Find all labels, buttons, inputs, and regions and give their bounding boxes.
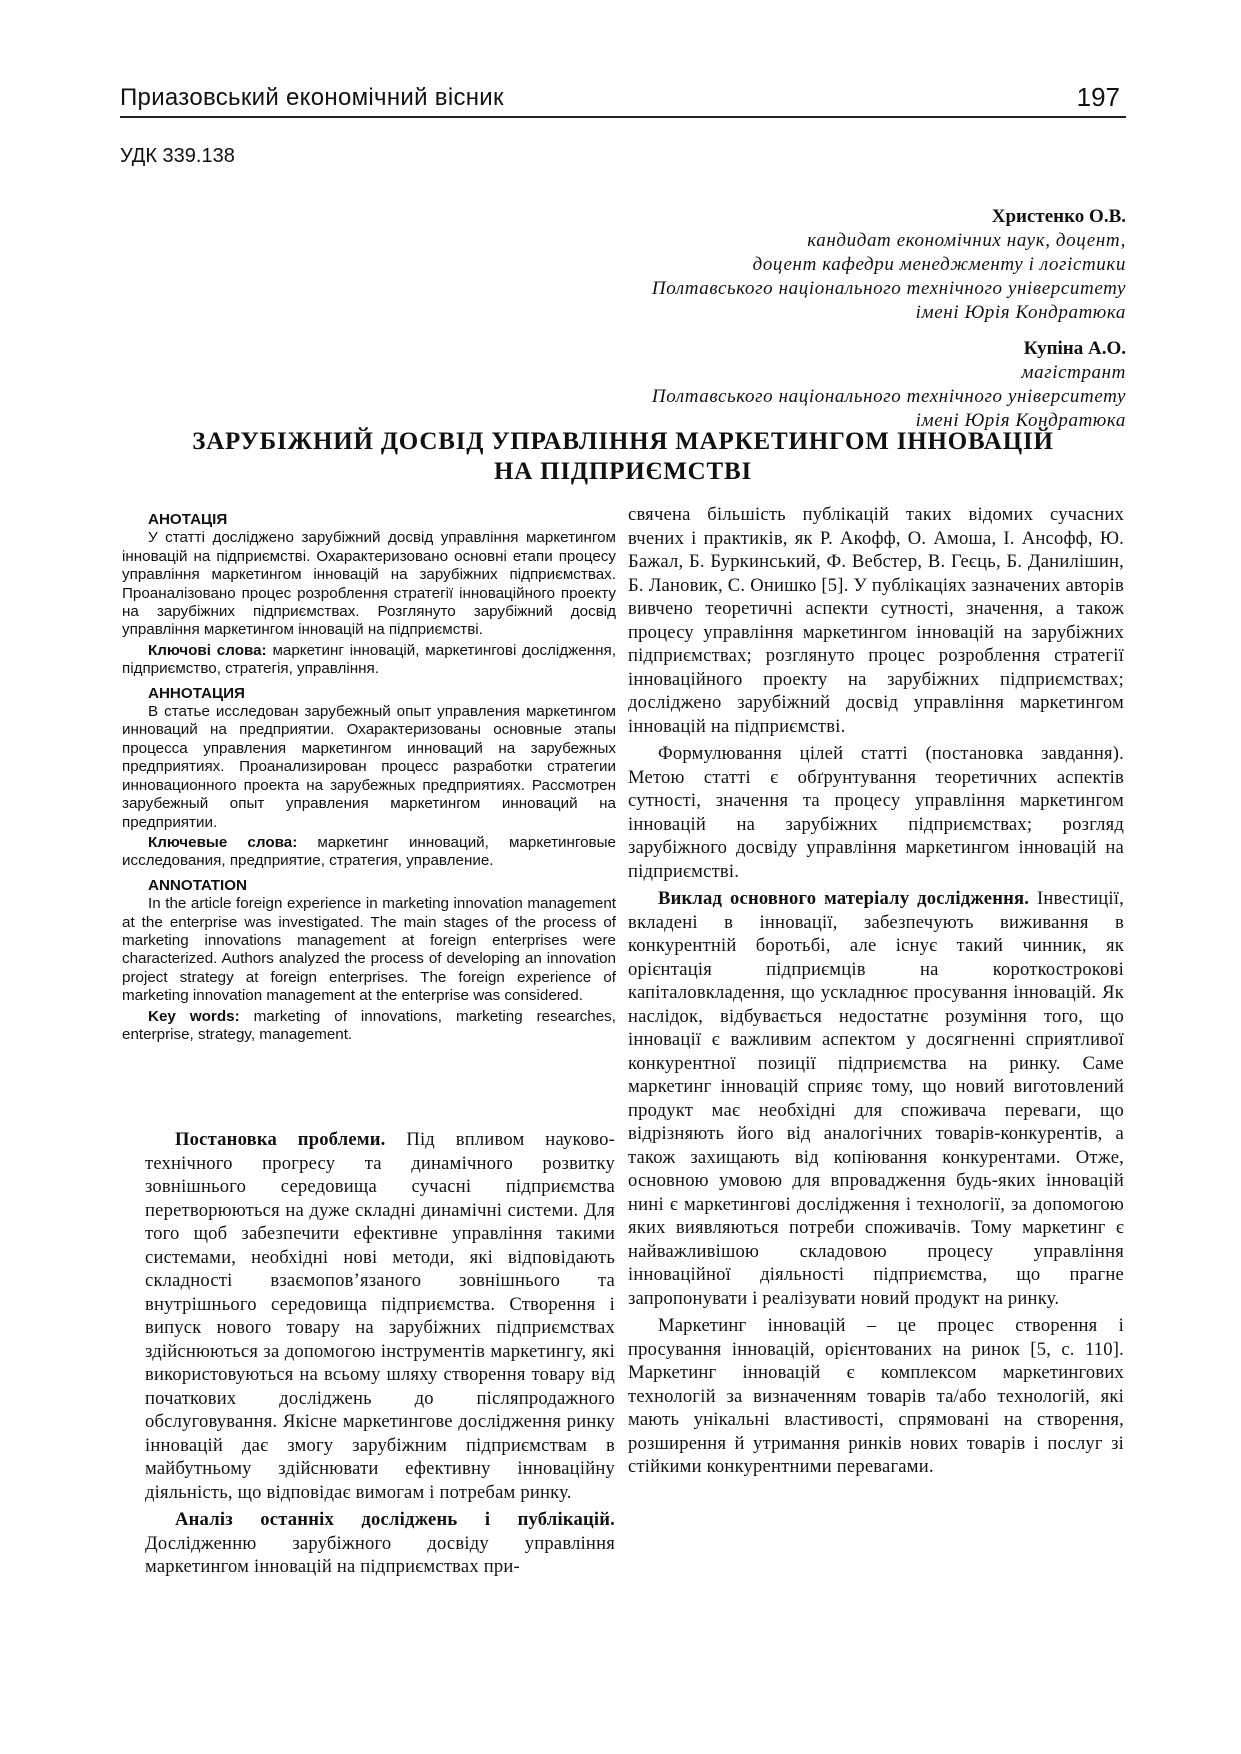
author-affiliation-line: імені Юрія Кондратюка <box>915 410 1126 431</box>
journal-title: Приазовський економічний вісник <box>120 84 504 111</box>
paragraph-lead: Виклад основного матеріалу дослідження. <box>658 888 1030 909</box>
paragraph-text: Дослідженню зарубіжного досвіду управління маркетингом інновацій на підприємствах при- <box>145 1532 615 1577</box>
body-paragraph <box>628 742 1124 883</box>
body-paragraph <box>145 1508 615 1579</box>
keywords-text: marketing of innovations, marketing researches, enterprise, strategy, management. <box>122 1007 616 1043</box>
article-title <box>120 427 1126 487</box>
abstract-heading-ru: АННОТАЦИЯ <box>148 684 245 702</box>
paragraph-text: свячена більшість публікацій таких відомих сучасних вчених і практиків, як Р. Акофф, О. Амоша, І. Ансофф, Ю. Бажал, Б. Буркинський, Ф. Вебстер, В. Геєць, Б. Данилішин, Б. Лановик, С. Онишко [5]. У публікаціях зазначених авторів вивчено теоретичні аспекти сутності, значення, а також процесу управління маркетингом інновацій на зарубіжних підприємствах; розглянуто процес розроблення стратегії інноваційного проекту на зарубіжних підприємствах; досліджено зарубіжний досвід управління маркетингом інновацій на підприємстві. <box>628 504 1124 737</box>
author-name: Купіна А.О. <box>1023 338 1126 359</box>
body-paragraph <box>628 887 1124 1310</box>
keywords-en <box>122 1008 616 1045</box>
abstract-heading-uk: АНОТАЦІЯ <box>148 511 228 528</box>
page-number: 197 <box>1076 82 1120 112</box>
paragraph-text: Інвестиції, вкладені в інновації, забезпечують виживання в конкурентній боротьбі, але існує такий чинник, як орієнтація підприємців на короткострокові капіталовкладення, що ускладнює просування інновацій. Як наслідок, відбувається недостатнє розуміння того, що інновації є важливим аспектом у досягненні сприятливої конкурентної позиції підприємства на ринку. Саме маркетинг інновацій сприяє тому, що новий виготовлений продукт має необхідні для споживача переваги, що відрізняють його від аналогічних товарів-конкурентів, а також захищають від копіювання конкурентами. Отже, основною умовою для впровадження будь-яких інновацій нині є маркетингові дослідження і технології, за допомогою яких виявляються потреби споживачів. Тому маркетинг є найважливішою складовою процесу управління інноваційної діяльності підприємства, що прагне запропонувати і реалізувати новий продукт на ринку. <box>628 888 1124 1309</box>
author-name: Христенко О.В. <box>991 206 1126 227</box>
author-affiliation-line: доцент кафедри менеджменту і логістики <box>752 254 1126 275</box>
paragraph-lead: Постановка проблеми. <box>175 1129 386 1150</box>
keywords-label: Key words: <box>148 1007 240 1025</box>
left-column-body <box>145 1128 615 1583</box>
keywords-uk <box>122 642 616 679</box>
right-column-body <box>628 503 1124 1483</box>
keywords-text: маркетинг инноваций, маркетинговые исследования, предприятие, стратегия, управление. <box>122 833 616 870</box>
title-line: НА ПІДПРИЄМСТВІ <box>494 458 752 485</box>
author-affiliation-line: магістрант <box>1021 362 1126 383</box>
abstract-text-uk: У статті досліджено зарубіжний досвід управління маркетингом інновацій на підприємстві. Охарактеризовано основні етапи процесу управління маркетингом інновацій на зарубіжних підприємствах. Проаналізовано процес розроблення стратегії інноваційного проекту на зарубіжних підприємствах. Розглянуто зарубіжний досвід управління маркетингом інновацій на підприємстві. <box>122 529 616 639</box>
body-paragraph <box>145 1128 615 1504</box>
title-line: ЗАРУБІЖНИЙ ДОСВІД УПРАВЛІННЯ МАРКЕТИНГОМ ІННОВАЦІЙ <box>192 428 1054 455</box>
paragraph-text: Формулювання цілей статті (постановка завдання). Метою статті є обґрунтування теоретичних аспектів сутності, значення та процесу управління маркетингом інновацій на зарубіжних підприємствах; розгляд зарубіжного досвіду управління маркетингом інновацій на підприємстві. <box>628 743 1124 882</box>
body-paragraph <box>628 1314 1124 1479</box>
abstract-text-ru: В статье исследован зарубежный опыт управления маркетингом инноваций на предприятии. Охарактеризованы основные этапы процесса управления маркетингом инноваций на зарубежных предприятиях. Проанализирован процесс разработки стратегии инновационного проекта на зарубежных предприятиях. Рассмотрен зарубежный опыт управления маркетингом инноваций на предприятии. <box>122 703 616 831</box>
author-affiliation-line: Полтавського національного технічного університету <box>651 386 1126 407</box>
author-affiliation-line: імені Юрія Кондратюка <box>915 302 1126 323</box>
udk-code: УДК 339.138 <box>120 145 235 167</box>
author-affiliation-line: кандидат економічних наук, доцент, <box>807 230 1126 251</box>
running-header <box>120 82 1126 118</box>
abstract-heading-en: ANNOTATION <box>148 876 247 894</box>
keywords-label: Ключові слова: <box>148 641 267 659</box>
abstract-text-en: In the article foreign experience in marketing innovation management at the enterprise was investigated. The main stages of the process of marketing innovations management at foreign enterprises were characterized. Authors analyzed the process of developing an innovation project strategy at foreign enterprises. The foreign experience of marketing innovation management at the enterprise was considered. <box>122 895 616 1005</box>
body-paragraph <box>628 503 1124 738</box>
keywords-label: Ключевые слова: <box>148 833 298 851</box>
author-affiliation-line: Полтавського національного технічного університету <box>651 278 1126 299</box>
author-block <box>426 205 1126 433</box>
paragraph-lead: Аналіз останніх досліджень і публікацій. <box>175 1509 615 1530</box>
keywords-ru <box>122 834 616 871</box>
paragraph-text: Під впливом науково-технічного прогресу та динамічного розвитку зовнішнього середовища сучасні підприємства перетворюються на дуже складні динамічні системи. Для того щоб забезпечити ефективне управління такими системами, необхідні нові методи, які відповідають складності взаємопов’язаного зовнішнього та внутрішнього середовища підприємства. Створення і випуск нового товару на зарубіжних підприємствах здійснюються за допомогою інструментів маркетингу, які використовуються на всьому шляху створення товару від початкових досліджень до післяпродажного обслуговування. Якісне маркетингове дослідження ринку інновацій дає змогу зарубіжним підприємствам в майбутньому здійснювати ефективну інноваційну діяльність, що відповідає вимогам і потребам ринку. <box>145 1129 615 1503</box>
keywords-text: маркетинг інновацій, маркетингові дослідження, підприємство, стратегія, управління. <box>122 641 616 678</box>
paragraph-text: Маркетинг інновацій – це процес створення і просування інновацій, орієнтованих на ринок [5, с. 110]. Маркетинг інновацій є комплексом маркетингових технологій за визначенням товарів та/або технологій, які мають унікальні властивості, спрямовані на створення, розширення й утримання ринків нових товарів і послуг зі стійкими конкурентними перевагами. <box>628 1315 1124 1477</box>
abstracts-block <box>122 505 616 1044</box>
